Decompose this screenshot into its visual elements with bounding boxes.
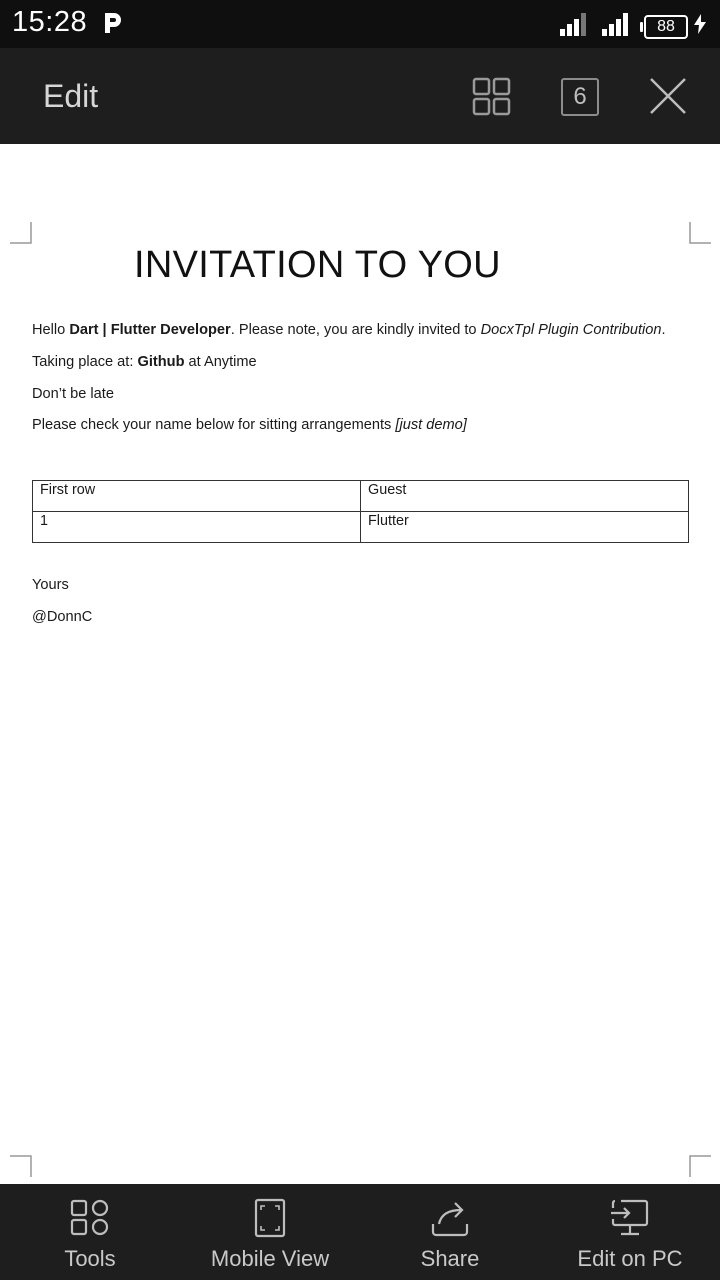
app-bar	[0, 48, 720, 144]
reminder-line: Don’t be late	[32, 386, 114, 402]
tools-icon	[70, 1198, 110, 1238]
page-count-button[interactable]: 6	[561, 78, 599, 116]
share-label: Share	[420, 1246, 480, 1271]
table-header-cell: First row	[33, 481, 361, 512]
battery-indicator: 88	[644, 15, 688, 39]
greeting-line: Hello Dart | Flutter Developer. Please note, you are kindly invited to DocxTpl Plugin Contribution.	[32, 322, 666, 338]
mobile-view-label: Mobile View	[210, 1246, 330, 1271]
seating-line: Please check your name below for sitting arrangements [just demo]	[32, 417, 467, 433]
invitee-name: Dart | Flutter Developer	[69, 322, 231, 338]
signature-line: @DonnC	[32, 609, 93, 625]
edit-on-pc-icon	[609, 1198, 651, 1238]
close-icon[interactable]	[648, 76, 688, 121]
share-icon	[429, 1198, 471, 1238]
table-header-row	[33, 481, 689, 512]
crop-mark-bottom-left	[10, 1154, 34, 1178]
location-line: Taking place at: Github at Anytime	[32, 354, 257, 370]
parking-app-icon	[102, 11, 124, 40]
closing-line: Yours	[32, 577, 69, 593]
signal-icon-2	[602, 12, 638, 41]
status-time: 15:28	[12, 6, 88, 38]
edit-on-pc-label: Edit on PC	[577, 1246, 683, 1271]
table-row	[33, 512, 689, 543]
tools-button[interactable]	[0, 1184, 180, 1280]
crop-mark-top-left	[10, 222, 34, 246]
charging-icon	[694, 14, 706, 39]
table-header-cell: Guest	[361, 481, 689, 512]
document-title: INVITATION TO YOU	[134, 244, 501, 286]
mobile-view-icon	[253, 1198, 287, 1238]
bottom-toolbar	[0, 1184, 720, 1280]
table-cell: Flutter	[361, 512, 689, 543]
document-page[interactable]	[0, 144, 720, 1184]
share-button[interactable]	[360, 1184, 540, 1280]
tools-label: Tools	[64, 1246, 116, 1271]
table-cell: 1	[33, 512, 361, 543]
edit-on-pc-button[interactable]	[540, 1184, 720, 1280]
location-name: Github	[137, 354, 185, 370]
mobile-view-button[interactable]	[180, 1184, 360, 1280]
crop-mark-top-right	[688, 222, 712, 246]
edit-button[interactable]: Edit	[43, 78, 99, 114]
status-bar	[0, 0, 720, 48]
crop-mark-bottom-right	[688, 1154, 712, 1178]
grid-view-icon[interactable]	[472, 77, 512, 122]
event-name: DocxTpl Plugin Contribution	[480, 322, 662, 338]
signal-icon	[560, 12, 596, 41]
demo-note: [just demo]	[395, 417, 467, 433]
seating-table	[32, 480, 689, 543]
